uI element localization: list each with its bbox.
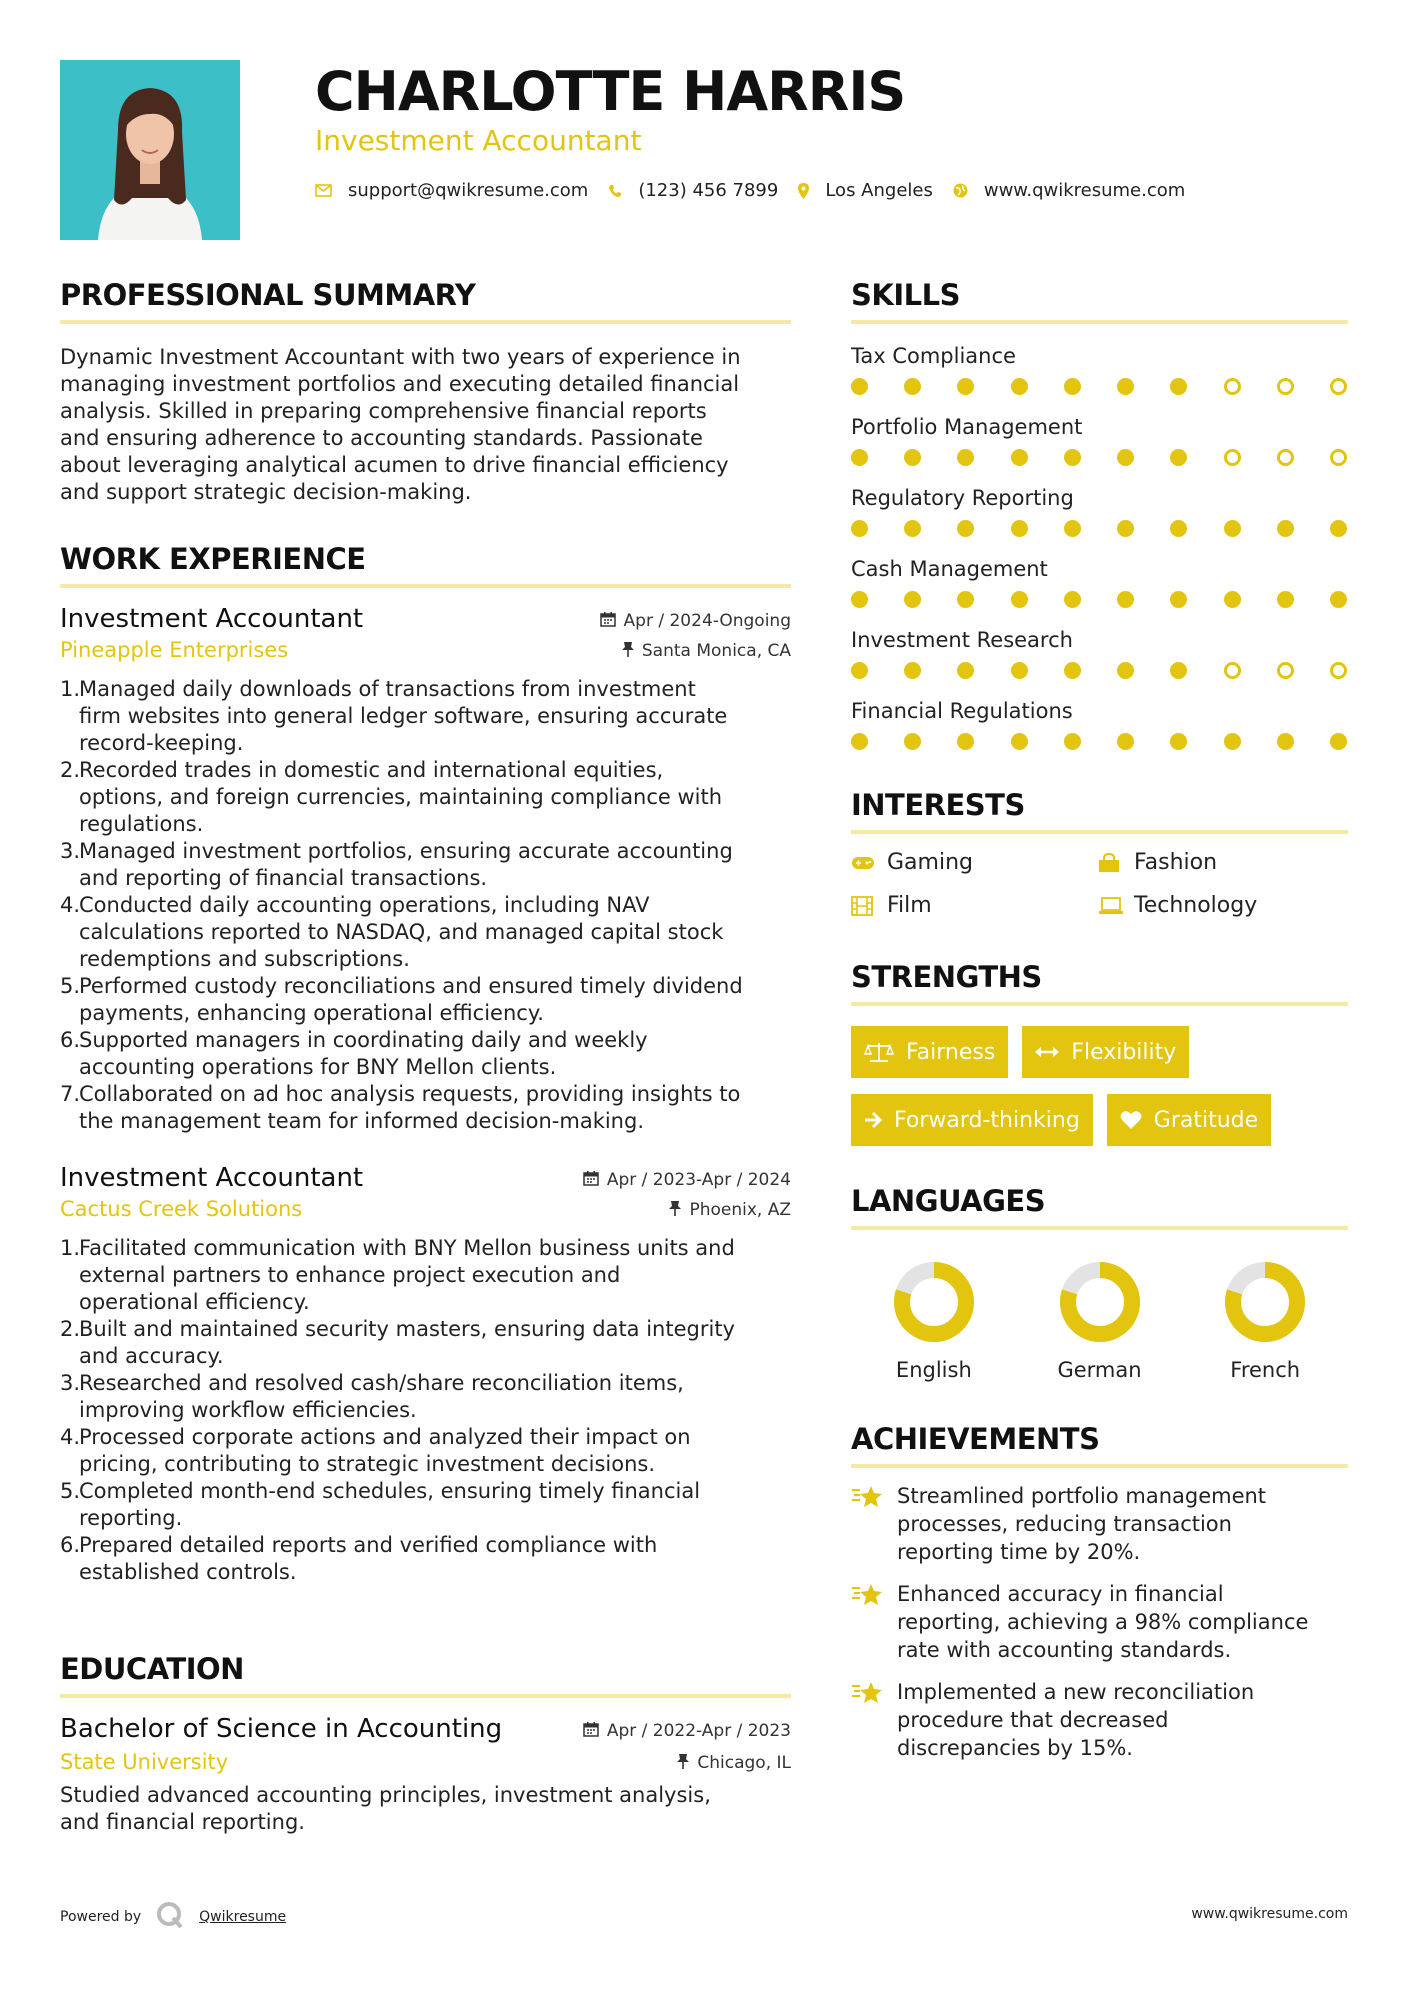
- rating-dot-empty: [1224, 449, 1241, 466]
- rating-dot-empty: [1330, 662, 1347, 679]
- skill-name: Financial Regulations: [851, 699, 1073, 723]
- interest-item: Film: [851, 893, 1098, 918]
- rating-dot-filled: [957, 520, 974, 537]
- interest-item: Gaming: [851, 850, 1098, 875]
- rating-dot-filled: [851, 591, 868, 608]
- star-icon: [851, 1580, 897, 1664]
- rating-dot-filled: [957, 449, 974, 466]
- right-column: [851, 278, 1348, 1762]
- contact-website[interactable]: [953, 180, 1185, 201]
- summary-line: Dynamic Investment Accountant with two years of experience in: [60, 345, 741, 369]
- interest-item: Technology: [1098, 893, 1348, 918]
- rating-dot-filled: [904, 520, 921, 537]
- rating-dot-filled: [1277, 733, 1294, 750]
- rating-dot-filled: [1170, 591, 1187, 608]
- rating-dot-filled: [1170, 378, 1187, 395]
- footer-powered-by: [60, 1900, 286, 1934]
- rating-dot-filled: [851, 449, 868, 466]
- interests-list: [851, 850, 1348, 918]
- rating-dot-empty: [1224, 662, 1241, 679]
- rating-dot-filled: [1170, 733, 1187, 750]
- company-name: Cactus Creek Solutions: [60, 1197, 303, 1221]
- interest-item: Fashion: [1098, 850, 1348, 875]
- job-location: [669, 1200, 791, 1220]
- rating-dot-filled: [1011, 449, 1028, 466]
- language-item: [1017, 1260, 1183, 1382]
- job-location: [622, 641, 791, 661]
- rating-dot-filled: [1064, 449, 1081, 466]
- job-dates: [600, 611, 791, 631]
- language-proficiency-ring: [892, 1260, 976, 1344]
- rating-dot-filled: [1277, 520, 1294, 537]
- heart-icon: [1120, 1110, 1142, 1130]
- star-icon: [851, 1678, 897, 1762]
- rating-dot-filled: [1277, 591, 1294, 608]
- languages-list: [851, 1260, 1348, 1382]
- skill-item: [851, 628, 1348, 679]
- education-dates-text: Apr / 2022-Apr / 2023: [606, 1721, 791, 1741]
- candidate-title: Investment Accountant: [315, 124, 642, 157]
- profile-photo: [60, 60, 240, 240]
- rating-dot-filled: [851, 378, 868, 395]
- skill-name: Investment Research: [851, 628, 1073, 652]
- list-item: 4. Processed corporate actions and analyzed their impact on pricing, contributing to strategic investment decisions.: [60, 1425, 691, 1476]
- strengths-heading: STRENGTHS: [851, 960, 1348, 1006]
- strength-tag: Forward-thinking: [851, 1094, 1093, 1146]
- summary-line: about leveraging analytical acumen to drive financial efficiency: [60, 453, 729, 477]
- rating-dot-empty: [1277, 378, 1294, 395]
- skill-rating: [851, 378, 1348, 395]
- rating-dot-filled: [904, 378, 921, 395]
- pushpin-icon: [677, 1753, 689, 1773]
- rating-dot-filled: [957, 591, 974, 608]
- star-icon: [851, 1482, 897, 1566]
- education-entry: [60, 1714, 791, 1836]
- education-dates: [583, 1721, 791, 1741]
- film-icon: [851, 896, 887, 916]
- achievement-item: Implemented a new reconciliation procedure that decreased discrepancies by 15%.: [851, 1678, 1348, 1762]
- contact-website-text: www.qwikresume.com: [983, 180, 1186, 201]
- contact-phone[interactable]: [608, 180, 778, 201]
- education-heading: EDUCATION: [60, 1652, 791, 1698]
- shopping-bag-icon: [1098, 853, 1134, 873]
- skill-rating: [851, 733, 1348, 750]
- contact-location-text: Los Angeles: [825, 180, 933, 201]
- language-name: French: [1230, 1358, 1301, 1382]
- rating-dot-filled: [1011, 662, 1028, 679]
- achievement-item: Enhanced accuracy in financial reporting, achieving a 98% compliance rate with accounting standards.: [851, 1580, 1348, 1664]
- pushpin-icon: [622, 641, 634, 661]
- calendar-icon: [600, 611, 616, 631]
- rating-dot-filled: [1117, 733, 1134, 750]
- job-title: Investment Accountant: [60, 1163, 364, 1193]
- rating-dot-filled: [1011, 733, 1028, 750]
- rating-dot-filled: [1064, 591, 1081, 608]
- calendar-icon: [583, 1170, 599, 1190]
- rating-dot-filled: [957, 662, 974, 679]
- achievements-list: [851, 1482, 1348, 1762]
- rating-dot-filled: [1064, 378, 1081, 395]
- rating-dot-filled: [957, 733, 974, 750]
- rating-dot-filled: [1117, 378, 1134, 395]
- skill-item: [851, 557, 1348, 608]
- rating-dot-filled: [1224, 520, 1241, 537]
- rating-dot-filled: [1330, 733, 1347, 750]
- rating-dot-filled: [1224, 733, 1241, 750]
- left-column: [60, 278, 791, 1836]
- rating-dot-empty: [1224, 378, 1241, 395]
- skill-item: [851, 486, 1348, 537]
- summary-line: analysis. Skilled in preparing comprehensive financial reports: [60, 399, 707, 423]
- contact-email[interactable]: [315, 180, 588, 201]
- language-name: German: [1057, 1358, 1142, 1382]
- rating-dot-empty: [1330, 378, 1347, 395]
- list-item: 3. Researched and resolved cash/share reconciliation items, improving workflow efficiencies.: [60, 1371, 684, 1422]
- skill-name: Tax Compliance: [851, 344, 1016, 368]
- skills-list: [851, 344, 1348, 750]
- degree-title: Bachelor of Science in Accounting: [60, 1714, 503, 1744]
- list-item: 1. Managed daily downloads of transactions from investment firm websites into general ledger software, ensuring accurate record-keeping.: [60, 677, 728, 755]
- rating-dot-filled: [957, 378, 974, 395]
- rating-dot-filled: [1064, 520, 1081, 537]
- rating-dot-empty: [1330, 449, 1347, 466]
- rating-dot-filled: [904, 449, 921, 466]
- rating-dot-filled: [1117, 662, 1134, 679]
- list-item: 4. Conducted daily accounting operations, including NAV calculations reported to NASDAQ, and managed capital stock redemptions and subscriptions.: [60, 893, 724, 971]
- skill-rating: [851, 591, 1348, 608]
- list-item: 2. Built and maintained security masters, ensuring data integrity and accuracy.: [60, 1317, 735, 1368]
- strength-tag: Gratitude: [1107, 1094, 1271, 1146]
- rating-dot-filled: [851, 662, 868, 679]
- list-item: 1. Facilitated communication with BNY Mellon business units and external partners to enhance project execution and operational efficiency.: [60, 1236, 735, 1314]
- skill-item: [851, 344, 1348, 395]
- achievement-item: Streamlined portfolio management processes, reducing transaction reporting time by 20%.: [851, 1482, 1348, 1566]
- rating-dot-empty: [1277, 662, 1294, 679]
- contact-bar: [315, 180, 1205, 201]
- list-item: 6. Prepared detailed reports and verified compliance with established controls.: [60, 1533, 658, 1584]
- education-location: [677, 1753, 791, 1773]
- list-item: 5. Performed custody reconciliations and ensured timely dividend payments, enhancing operational efficiency.: [60, 974, 743, 1025]
- language-proficiency-ring: [1223, 1260, 1307, 1344]
- list-item: 2. Recorded trades in domestic and international equities, options, and foreign currencies, maintaining compliance with regulations.: [60, 758, 723, 836]
- skill-name: Regulatory Reporting: [851, 486, 1074, 510]
- skill-item: [851, 699, 1348, 750]
- skill-name: Cash Management: [851, 557, 1048, 581]
- rating-dot-filled: [1170, 449, 1187, 466]
- rating-dot-filled: [1064, 662, 1081, 679]
- brand-link[interactable]: Qwikresume: [199, 1909, 287, 1925]
- list-item: 7. Collaborated on ad hoc analysis requests, providing insights to the management team for informed decision-making.: [60, 1082, 741, 1133]
- summary-text: [60, 344, 791, 506]
- rating-dot-filled: [1117, 520, 1134, 537]
- rating-dot-empty: [1277, 449, 1294, 466]
- strengths-list: [851, 1026, 1348, 1162]
- arrows-horizontal-icon: [1035, 1046, 1059, 1058]
- rating-dot-filled: [904, 662, 921, 679]
- job-entry: [60, 1163, 791, 1586]
- contact-email-text: support@qwikresume.com: [348, 180, 589, 201]
- rating-dot-filled: [1011, 591, 1028, 608]
- qwikresume-logo-icon: [155, 1900, 185, 1934]
- education-description: Studied advanced accounting principles, investment analysis, and financial reporting.: [60, 1783, 711, 1834]
- rating-dot-filled: [1330, 520, 1347, 537]
- rating-dot-filled: [1224, 591, 1241, 608]
- job-bullets: [60, 676, 791, 1135]
- job-title: Investment Accountant: [60, 604, 364, 634]
- rating-dot-filled: [1330, 591, 1347, 608]
- company-name: Pineapple Enterprises: [60, 638, 289, 662]
- contact-location: [798, 180, 933, 201]
- summary-heading: PROFESSIONAL SUMMARY: [60, 278, 791, 324]
- summary-line: and ensuring adherence to accounting standards. Passionate: [60, 426, 703, 450]
- skill-rating: [851, 662, 1348, 679]
- contact-phone-text: (123) 456 7899: [638, 180, 779, 201]
- job-location-text: Santa Monica, CA: [641, 641, 791, 661]
- interests-heading: INTERESTS: [851, 788, 1348, 834]
- map-pin-icon: [798, 183, 809, 199]
- envelope-icon: [315, 184, 332, 197]
- language-item: [1182, 1260, 1348, 1382]
- job-dates-text: Apr / 2023-Apr / 2024: [606, 1170, 791, 1190]
- achievements-heading: ACHIEVEMENTS: [851, 1422, 1348, 1468]
- job-location-text: Phoenix, AZ: [689, 1200, 791, 1220]
- candidate-name: CHARLOTTE HARRIS: [315, 60, 906, 123]
- skills-heading: SKILLS: [851, 278, 1348, 324]
- rating-dot-filled: [1011, 520, 1028, 537]
- strength-tag: Fairness: [851, 1026, 1008, 1078]
- rating-dot-filled: [1011, 378, 1028, 395]
- list-item: 3. Managed investment portfolios, ensuring accurate accounting and reporting of financial transactions.: [60, 839, 733, 890]
- rating-dot-filled: [1064, 733, 1081, 750]
- experience-heading: WORK EXPERIENCE: [60, 542, 791, 588]
- globe-icon: [953, 183, 968, 198]
- calendar-icon: [583, 1721, 599, 1741]
- skill-rating: [851, 449, 1348, 466]
- skill-rating: [851, 520, 1348, 537]
- gamepad-icon: [851, 856, 887, 870]
- powered-by-label: Powered by: [60, 1909, 142, 1925]
- rating-dot-filled: [904, 733, 921, 750]
- pushpin-icon: [669, 1200, 681, 1220]
- summary-line: and support strategic decision-making.: [60, 480, 472, 504]
- strength-tag: Flexibility: [1022, 1026, 1189, 1078]
- job-bullets: [60, 1235, 791, 1586]
- language-proficiency-ring: [1058, 1260, 1142, 1344]
- laptop-icon: [1098, 897, 1134, 915]
- skill-name: Portfolio Management: [851, 415, 1083, 439]
- phone-icon: [608, 184, 622, 198]
- rating-dot-filled: [1117, 591, 1134, 608]
- rating-dot-filled: [851, 520, 868, 537]
- school-name: State University: [60, 1750, 229, 1774]
- job-dates-text: Apr / 2024-Ongoing: [623, 611, 791, 631]
- summary-line: managing investment portfolios and executing detailed financial: [60, 372, 740, 396]
- skill-item: [851, 415, 1348, 466]
- rating-dot-filled: [904, 591, 921, 608]
- language-item: [851, 1260, 1017, 1382]
- rating-dot-filled: [1170, 520, 1187, 537]
- list-item: 6. Supported managers in coordinating daily and weekly accounting operations for BNY Mellon clients.: [60, 1028, 648, 1079]
- language-name: English: [895, 1358, 972, 1382]
- education-location-text: Chicago, IL: [697, 1753, 791, 1773]
- arrow-right-icon: [864, 1111, 882, 1129]
- rating-dot-filled: [851, 733, 868, 750]
- job-dates: [583, 1170, 791, 1190]
- list-item: 5. Completed month-end schedules, ensuring timely financial reporting.: [60, 1479, 701, 1530]
- balance-scale-icon: [864, 1041, 894, 1063]
- job-entry: [60, 604, 791, 1135]
- rating-dot-filled: [1117, 449, 1134, 466]
- rating-dot-filled: [1170, 662, 1187, 679]
- languages-heading: LANGUAGES: [851, 1184, 1348, 1230]
- footer-website[interactable]: www.qwikresume.com: [1191, 1906, 1348, 1922]
